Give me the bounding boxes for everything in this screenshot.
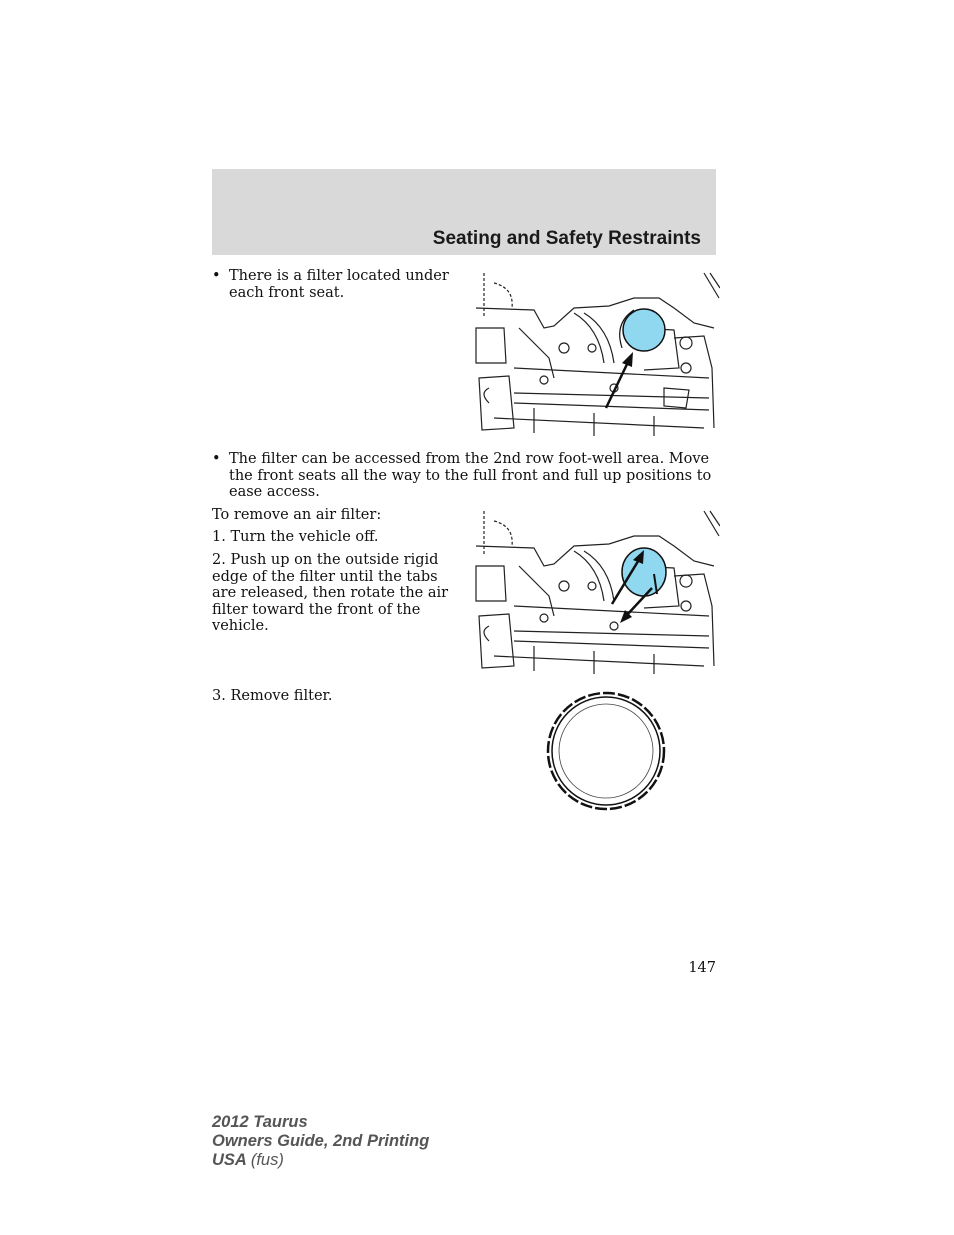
- bullet-marker: •: [212, 268, 221, 284]
- step-2: 2. Push up on the outside rigid edge of the filter until the tabs are released, then rotate the air filter toward the front of the vehicle.: [212, 552, 449, 634]
- arrow-icon: [606, 352, 633, 408]
- footer-guide: Owners Guide, 2nd Printing: [212, 1132, 430, 1150]
- footer: [212, 1113, 429, 1170]
- air-filter-illustration: [544, 690, 668, 812]
- air-filter-highlight: [622, 548, 666, 596]
- page-number: 147: [688, 960, 716, 976]
- bullet-text: The filter can be accessed from the 2nd row foot-well area. Move the front seats all the way to the full front and full up positions to ease access.: [229, 451, 712, 500]
- air-filter-highlight: [623, 309, 665, 351]
- step-3: 3. Remove filter.: [212, 688, 333, 704]
- bullet-text: There is a filter located under each front seat.: [229, 268, 449, 301]
- header-band: [212, 169, 716, 255]
- under-seat-filter-illustration: [474, 268, 720, 438]
- filter-removal-illustration: [474, 506, 720, 676]
- instructions-intro: To remove an air filter:: [212, 507, 382, 523]
- footer-model: 2012 Taurus: [212, 1113, 308, 1131]
- footer-region: USA (fus): [212, 1151, 284, 1169]
- bullet-marker: •: [212, 451, 221, 467]
- section-title: Seating and Safety Restraints: [432, 228, 701, 249]
- step-1: 1. Turn the vehicle off.: [212, 529, 379, 545]
